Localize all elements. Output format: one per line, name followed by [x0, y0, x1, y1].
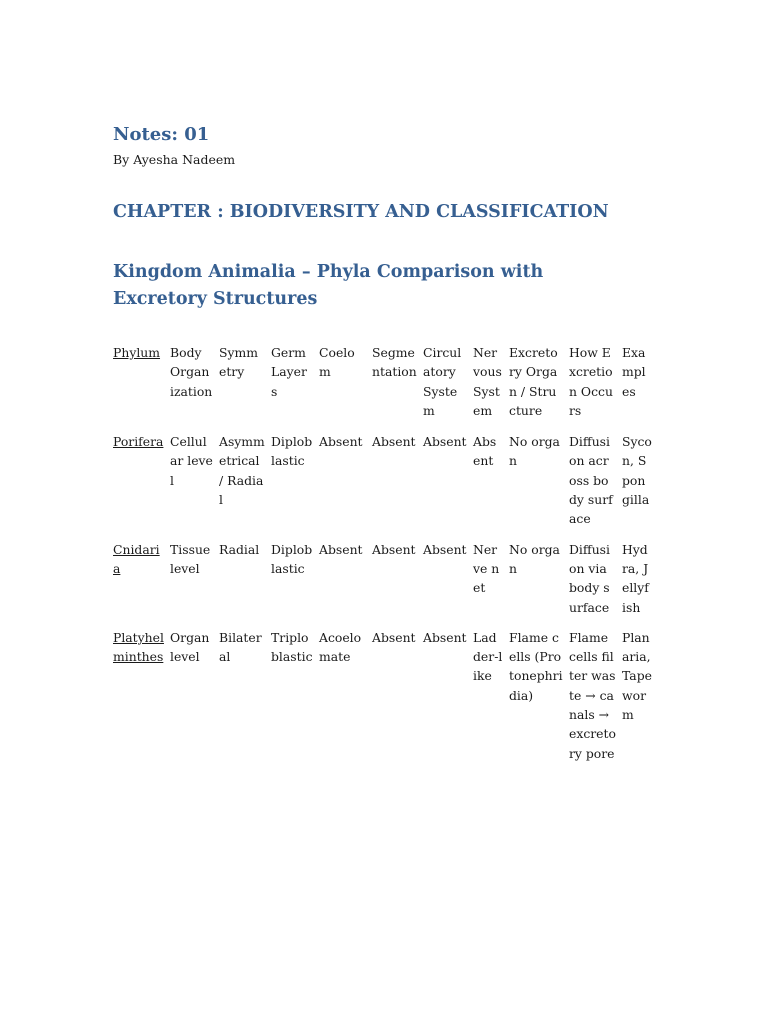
cell-examples: Planaria, Tapeworm [622, 629, 652, 723]
cell-coelom: Absent [319, 434, 363, 450]
cell-body-organization: Cellular level [170, 434, 213, 488]
header-nervous-system: Nervous System [473, 345, 502, 418]
cell-body-organization: Tissue level [170, 541, 211, 576]
cell-segmentation: Absent [372, 629, 416, 645]
header-how-excretion-occurs: How Excretion Occurs [569, 345, 613, 418]
cell-excretory-organ: No organ [509, 434, 560, 469]
cell-phylum[interactable] [110, 628, 167, 774]
phylum-link[interactable]: Platyhelminthes [113, 629, 164, 665]
table-header-row [110, 343, 655, 432]
cell-examples: Sycon, Spongilla [622, 434, 652, 508]
cell-symmetry: Asymmetrical / Radial [219, 434, 265, 508]
header-segmentation: Segmentation [372, 345, 417, 380]
chapter-heading: CHAPTER : BIODIVERSITY AND CLASSIFICATION [113, 202, 609, 222]
header-examples: Examples [622, 345, 646, 399]
header-coelom: Coelom [319, 345, 355, 380]
cell-germ-layers: Triploblastic [271, 629, 313, 665]
cell-nervous-system: Ladder-like [473, 629, 503, 684]
cell-segmentation: Absent [372, 541, 416, 557]
notes-title: Notes: 01 [113, 124, 210, 145]
header-symmetry: Symmetry [219, 345, 258, 380]
cell-excretory-organ: Flame cells (Protonephridia) [509, 629, 563, 703]
cell-germ-layers: Diploblastic [271, 434, 313, 469]
header-germ-layers: Germ Layers [271, 345, 307, 399]
cell-coelom: Absent [319, 541, 363, 557]
phyla-comparison-table [110, 343, 655, 774]
phylum-link[interactable]: Porifera [113, 434, 164, 450]
author-byline: By Ayesha Nadeem [113, 152, 236, 167]
cell-germ-layers: Diploblastic [271, 541, 313, 576]
table-row [110, 540, 655, 628]
header-circulatory-system: Circulatory System [423, 345, 462, 418]
table-row [110, 432, 655, 539]
cell-coelom: Acoelomate [319, 629, 362, 665]
section-heading: Kingdom Animalia – Phyla Comparison with Excretory Structures [113, 262, 544, 309]
header-excretory-organ: Excretory Organ / Structure [509, 345, 558, 418]
cell-how-excretion-occurs: Flame cells filter waste → canals → excretory pore [569, 629, 616, 761]
phylum-link[interactable]: Cnidaria [113, 541, 160, 576]
header-body-organization: Body Organization [170, 345, 213, 399]
cell-how-excretion-occurs: Diffusion via body surface [569, 541, 611, 615]
cell-excretory-organ: No organ [509, 541, 560, 576]
cell-segmentation: Absent [372, 434, 416, 450]
cell-circulatory-system: Absent [423, 629, 467, 645]
cell-examples: Hydra, Jellyfish [622, 541, 649, 615]
cell-symmetry: Radial [219, 541, 260, 557]
cell-body-organization: Organ level [170, 629, 210, 665]
cell-nervous-system: Nerve net [473, 541, 500, 596]
cell-how-excretion-occurs: Diffusion across body surface [569, 434, 613, 527]
table-row [110, 628, 655, 774]
cell-nervous-system: Absent [473, 434, 497, 469]
cell-phylum[interactable] [110, 540, 167, 628]
cell-phylum[interactable] [110, 432, 167, 539]
cell-symmetry: Bilateral [219, 629, 262, 665]
cell-circulatory-system: Absent [423, 541, 467, 557]
header-phylum: Phylum [113, 345, 161, 360]
cell-circulatory-system: Absent [423, 434, 467, 450]
